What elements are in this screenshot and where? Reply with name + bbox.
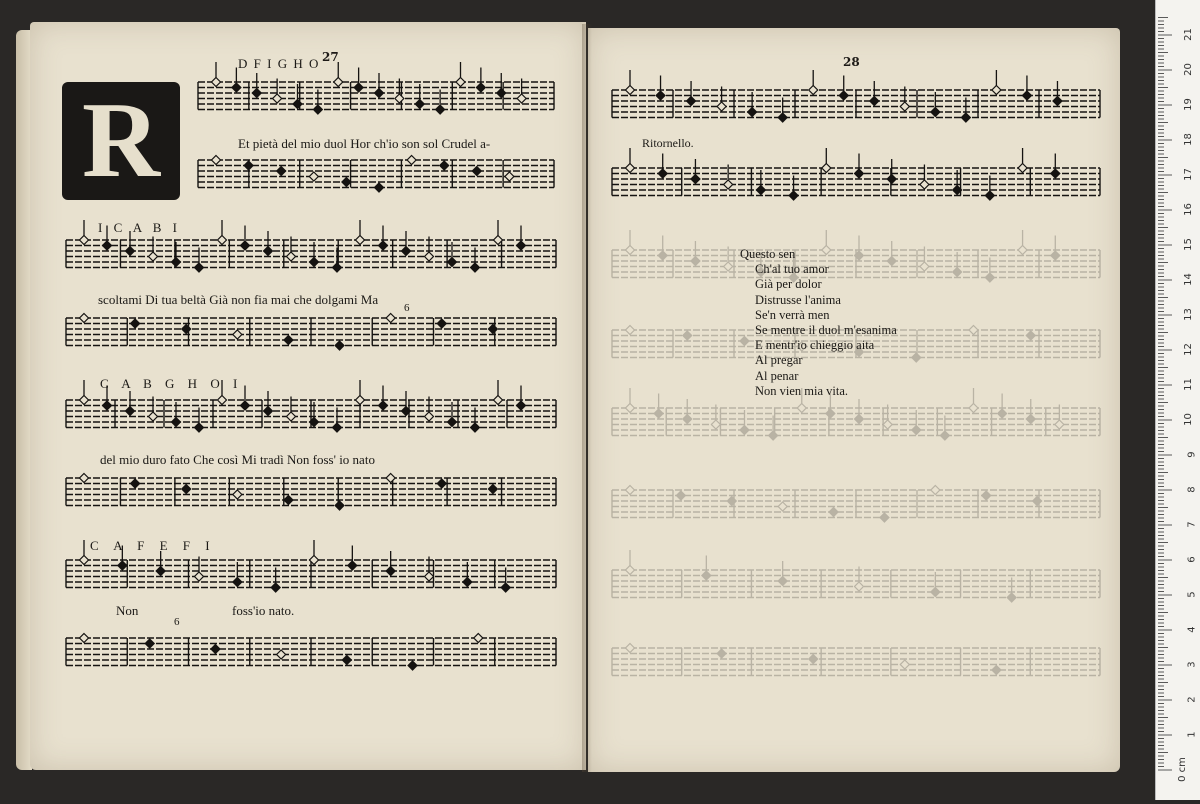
tablature-staff [612, 486, 1100, 523]
poem-line: Se mentre il duol m'esanima [755, 323, 897, 338]
initial-letter: R [82, 81, 160, 200]
ruler-label: 19 [1183, 98, 1195, 111]
ruler-ticks [1156, 0, 1200, 800]
tablature-staff [66, 474, 556, 511]
poem-line: Già per dolor [755, 277, 822, 292]
tablature-staff [66, 314, 556, 351]
fingering-mark-2: 6 [174, 616, 180, 628]
tablature-staff [66, 634, 556, 671]
ruler-label: 6 [1186, 556, 1198, 563]
ruler-label: 20 [1183, 63, 1195, 76]
ruler-label: 7 [1186, 521, 1198, 528]
poem-line: Non vien mia vita. [755, 383, 849, 398]
poem-verse [740, 247, 897, 399]
fingering-mark-1: 6 [404, 302, 410, 314]
ruler-label: 2 [1186, 696, 1198, 703]
tablature-staff [198, 156, 554, 193]
lyrics-line-2: scoltami Di tua beltà Già non fia mai che dolgami Ma [98, 292, 379, 307]
page-number-left: 27 [322, 50, 339, 64]
ruler-label: 11 [1183, 378, 1195, 391]
poem-line: Al pregar [755, 353, 803, 368]
ruler-label: 17 [1183, 168, 1195, 181]
page-number-right: 28 [843, 55, 860, 69]
ruler-label: 15 [1183, 238, 1195, 251]
lyrics-line-4b: foss'io nato. [232, 603, 295, 618]
ruler-label: 5 [1186, 591, 1198, 598]
ruler-label: 10 [1183, 413, 1195, 426]
ruler-label: 21 [1183, 28, 1195, 41]
ruler-label: 8 [1186, 486, 1198, 493]
tablature-staff [612, 550, 1100, 602]
lyrics-line-1: Et pietà del mio duol Hor ch'io son sol Crudel a- [238, 136, 491, 151]
lyrics-line-4a: Non [116, 603, 139, 618]
ruler-label: 12 [1183, 343, 1195, 356]
poem-line: Se'n verrà men [755, 307, 830, 322]
ruler-label: 18 [1183, 133, 1195, 146]
tablature-staff [612, 148, 1100, 200]
poem-line: E mentr'io chieggio aita [755, 338, 875, 353]
poem-line: Questo sen [740, 247, 796, 261]
ruler-label: 16 [1183, 203, 1195, 216]
poem-line: Distrusse l'anima [755, 292, 841, 307]
ritornello-label: Ritornello. [642, 136, 694, 150]
tablature-staff [612, 70, 1100, 122]
ruler-label: 14 [1183, 273, 1195, 286]
tablature-staff [612, 644, 1100, 676]
ruler-label: 3 [1186, 661, 1198, 668]
tablature-letters-1: D F I G H O [238, 56, 320, 71]
ruler-label: 0 cm [1177, 757, 1189, 782]
poem-line: Al penar [755, 368, 799, 383]
ruler-label: 4 [1186, 626, 1198, 633]
tablature-letters-2: I C A B I [98, 220, 181, 235]
lyrics-line-3: del mio duro fato Che così Mi tradì Non foss' io nato [100, 452, 375, 467]
poem-line: Ch'al tuo amor [755, 262, 829, 277]
tablature-letters-4: C A F E F I [90, 538, 216, 553]
measuring-ruler [1155, 0, 1200, 800]
tablature-letters-3: C A B G H O I [100, 376, 243, 391]
ruler-label: 13 [1183, 308, 1195, 321]
ruler-label: 9 [1186, 451, 1198, 458]
ruler-label: 1 [1186, 731, 1198, 738]
